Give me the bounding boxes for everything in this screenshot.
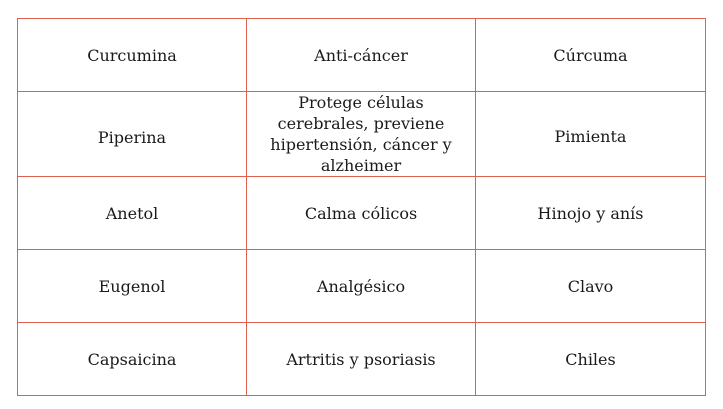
- compound-table-container: [17, 18, 705, 384]
- compound-cell: Eugenol: [18, 250, 247, 323]
- benefit-cell: Artritis y psoriasis: [247, 323, 476, 396]
- compound-cell: Capsaicina: [18, 323, 247, 396]
- table-row: [18, 92, 706, 177]
- benefit-cell: Analgésico: [247, 250, 476, 323]
- table-row: [18, 250, 706, 323]
- benefit-cell: Protege células cerebrales, previene hipertensión, cáncer y alzheimer: [247, 92, 476, 177]
- benefit-cell: Anti-cáncer: [247, 19, 476, 92]
- compound-table: [17, 18, 706, 396]
- table-row: [18, 323, 706, 396]
- source-cell: Chiles: [476, 323, 706, 396]
- source-cell: Hinojo y anís: [476, 177, 706, 250]
- compound-cell: Piperina: [18, 92, 247, 177]
- benefit-cell: Calma cólicos: [247, 177, 476, 250]
- table-row: [18, 177, 706, 250]
- source-cell: Clavo: [476, 250, 706, 323]
- compound-cell: Anetol: [18, 177, 247, 250]
- table-row: [18, 19, 706, 92]
- source-cell: Pimienta: [476, 92, 706, 177]
- source-cell: Cúrcuma: [476, 19, 706, 92]
- compound-cell: Curcumina: [18, 19, 247, 92]
